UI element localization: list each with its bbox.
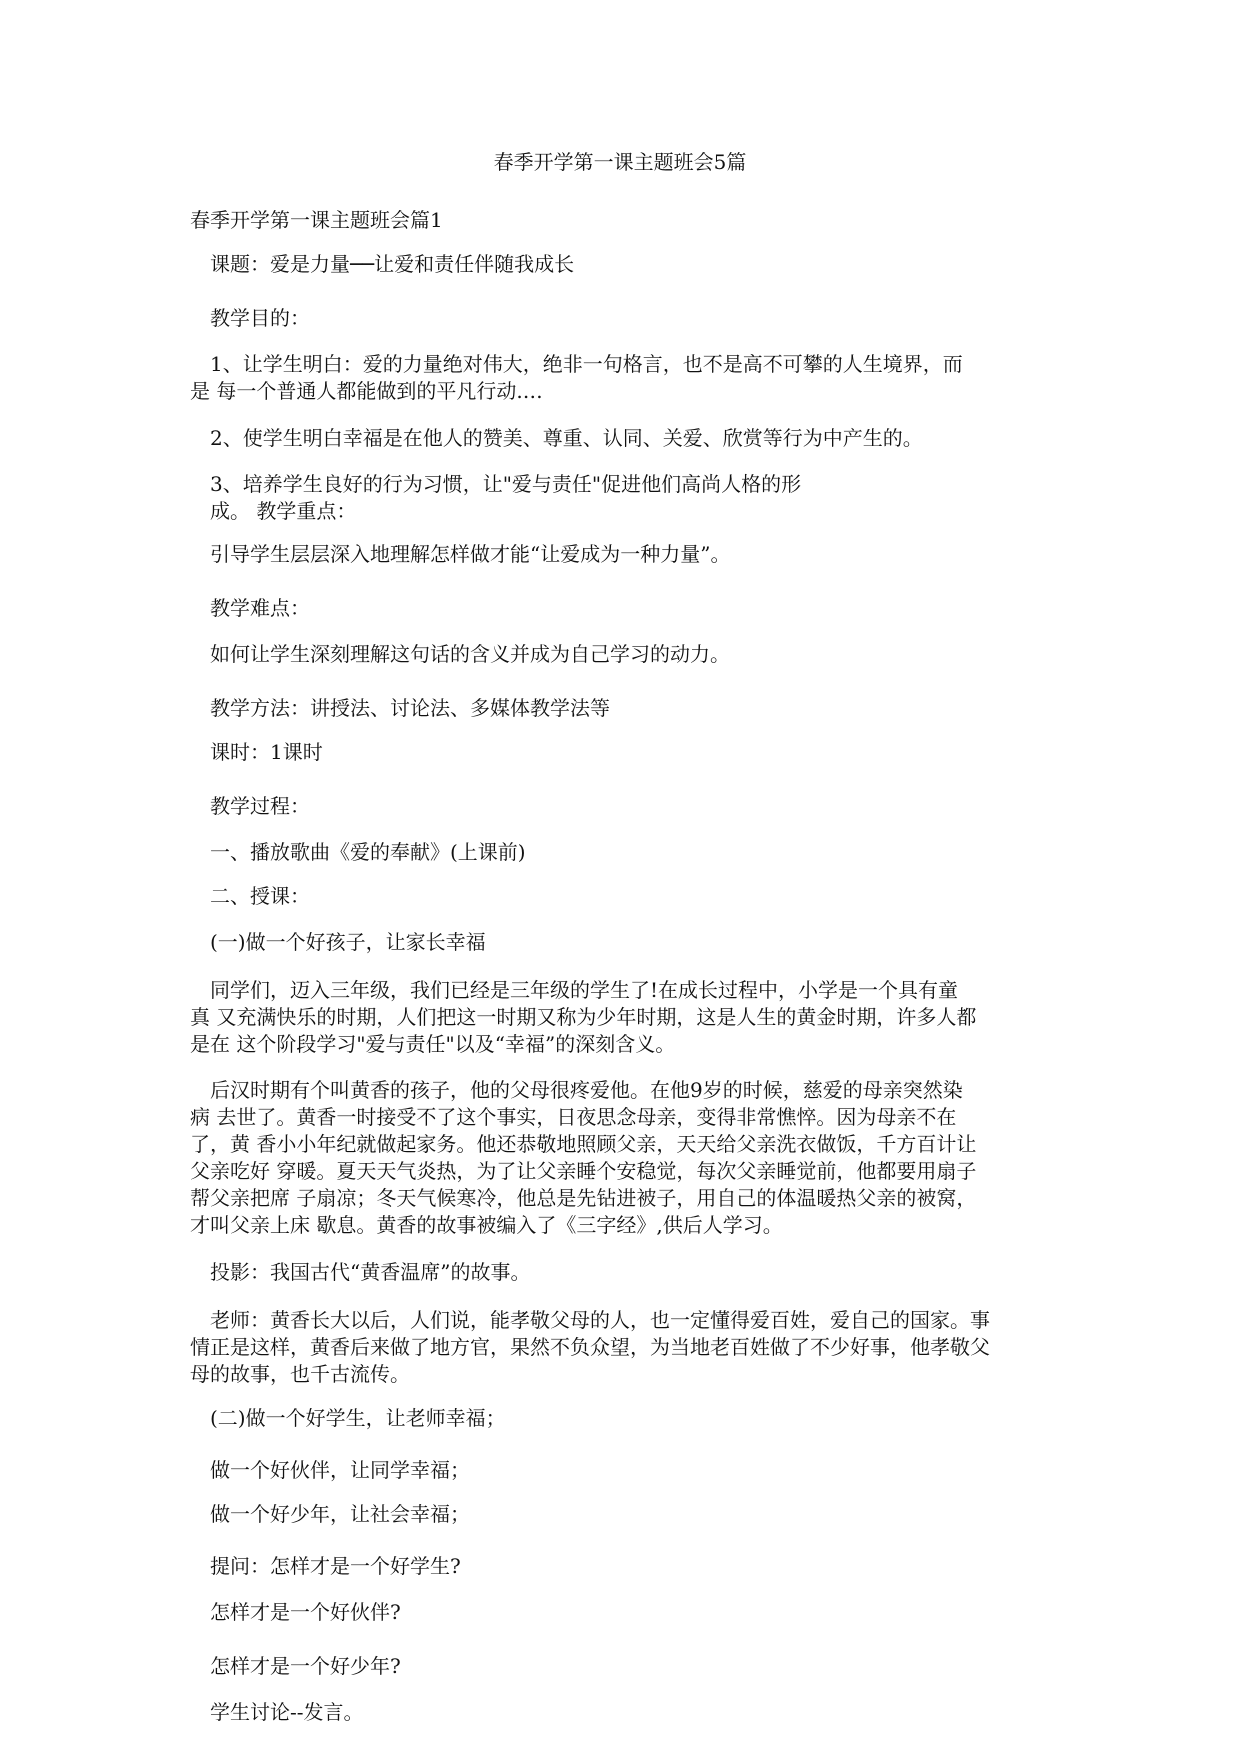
section-heading: 春季开学第一课主题班会篇1 [190,208,443,232]
projection-note: 投影：我国古代“黄香温席”的故事。 [210,1260,531,1284]
objective-3-line-2: 成。 教学重点： [210,499,357,523]
process-step-1: 一、播放歌曲《爱的奉献》(上课前) [210,840,526,864]
paragraph-1-line-3: 是在 这个阶段学习"爱与责任"以及“幸福”的深刻含义。 [190,1032,676,1056]
lesson-topic: 课题：爱是力量──让爱和责任伴随我成长 [210,252,575,276]
key-point-text: 引导学生层层深入地理解怎样做才能“让爱成为一种力量”。 [210,542,731,566]
paragraph-3-line-2: 情正是这样，黄香后来做了地方官，果然不负众望，为当地老百姓做了不少好事，他孝敬父 [190,1335,990,1359]
teaching-methods: 教学方法：讲授法、讨论法、多媒体教学法等 [210,696,610,720]
heading-difficulties: 教学难点： [210,596,310,620]
paragraph-1-line-1: 同学们，迈入三年级，我们已经是三年级的学生了!在成长过程中，小学是一个具有童 [210,978,959,1002]
good-partner: 做一个好伙伴，让同学幸福； [210,1458,470,1482]
subsection-2: (二)做一个好学生，让老师幸福； [210,1406,506,1430]
objective-1-line-1: 1、让学生明白：爱的力量绝对伟大，绝非一句格言，也不是高不可攀的人生境界，而 [210,352,963,376]
paragraph-2-line-2: 病 去世了。黄香一时接受不了这个事实，日夜思念母亲，变得非常憔悴。因为母亲不在 [190,1105,957,1129]
subsection-1: (一)做一个好孩子，让家长幸福 [210,930,486,954]
paragraph-2-line-5: 帮父亲把席 子扇凉；冬天气候寒冷，他总是先钻进被子，用自己的体温暖热父亲的被窝， [190,1186,977,1210]
paragraph-3-line-1: 老师：黄香长大以后，人们说，能孝敬父母的人，也一定懂得爱百姓，爱自己的国家。事 [210,1308,990,1332]
objective-2: 2、使学生明白幸福是在他人的赞美、尊重、认同、关爱、欣赏等行为中产生的。 [210,426,923,450]
objective-1-line-2: 是 每一个普通人都能做到的平凡行动.… [190,379,543,403]
paragraph-2-line-1: 后汉时期有个叫黄香的孩子，他的父母很疼爱他。在他9岁的时候，慈爱的母亲突然染 [210,1078,963,1102]
paragraph-3-line-3: 母的故事，也千古流传。 [190,1362,410,1386]
student-discussion: 学生讨论--发言。 [210,1700,364,1724]
question-2: 怎样才是一个好伙伴? [210,1600,401,1624]
paragraph-2-line-6: 才叫父亲上床 歇息。黄香的故事被编入了《三字经》,供后人学习。 [190,1213,783,1237]
heading-process: 教学过程： [210,794,310,818]
difficulty-text: 如何让学生深刻理解这句话的含义并成为自己学习的动力。 [210,642,730,666]
paragraph-1-line-2: 真 又充满快乐的时期，人们把这一时期又称为少年时期，这是人生的黄金时期，许多人都 [190,1005,977,1029]
class-hours: 课时：1课时 [210,740,323,764]
question-1: 提问：怎样才是一个好学生? [210,1554,461,1578]
paragraph-2-line-4: 父亲吃好 穿暖。夏天天气炎热，为了让父亲睡个安稳觉，每次父亲睡觉前，他都要用扇子 [190,1159,977,1183]
objective-3-line-1: 3、培养学生良好的行为习惯，让"爱与责任"促进他们高尚人格的形 [210,472,802,496]
paragraph-2-line-3: 了，黄 香小小年纪就做起家务。他还恭敬地照顾父亲，天天给父亲洗衣做饭，千方百计让 [190,1132,977,1156]
question-3: 怎样才是一个好少年? [210,1654,401,1678]
good-youth: 做一个好少年，让社会幸福； [210,1502,470,1526]
heading-objectives: 教学目的： [210,306,310,330]
document-title: 春季开学第一课主题班会5篇 [493,150,747,174]
process-step-2: 二、授课： [210,884,310,908]
